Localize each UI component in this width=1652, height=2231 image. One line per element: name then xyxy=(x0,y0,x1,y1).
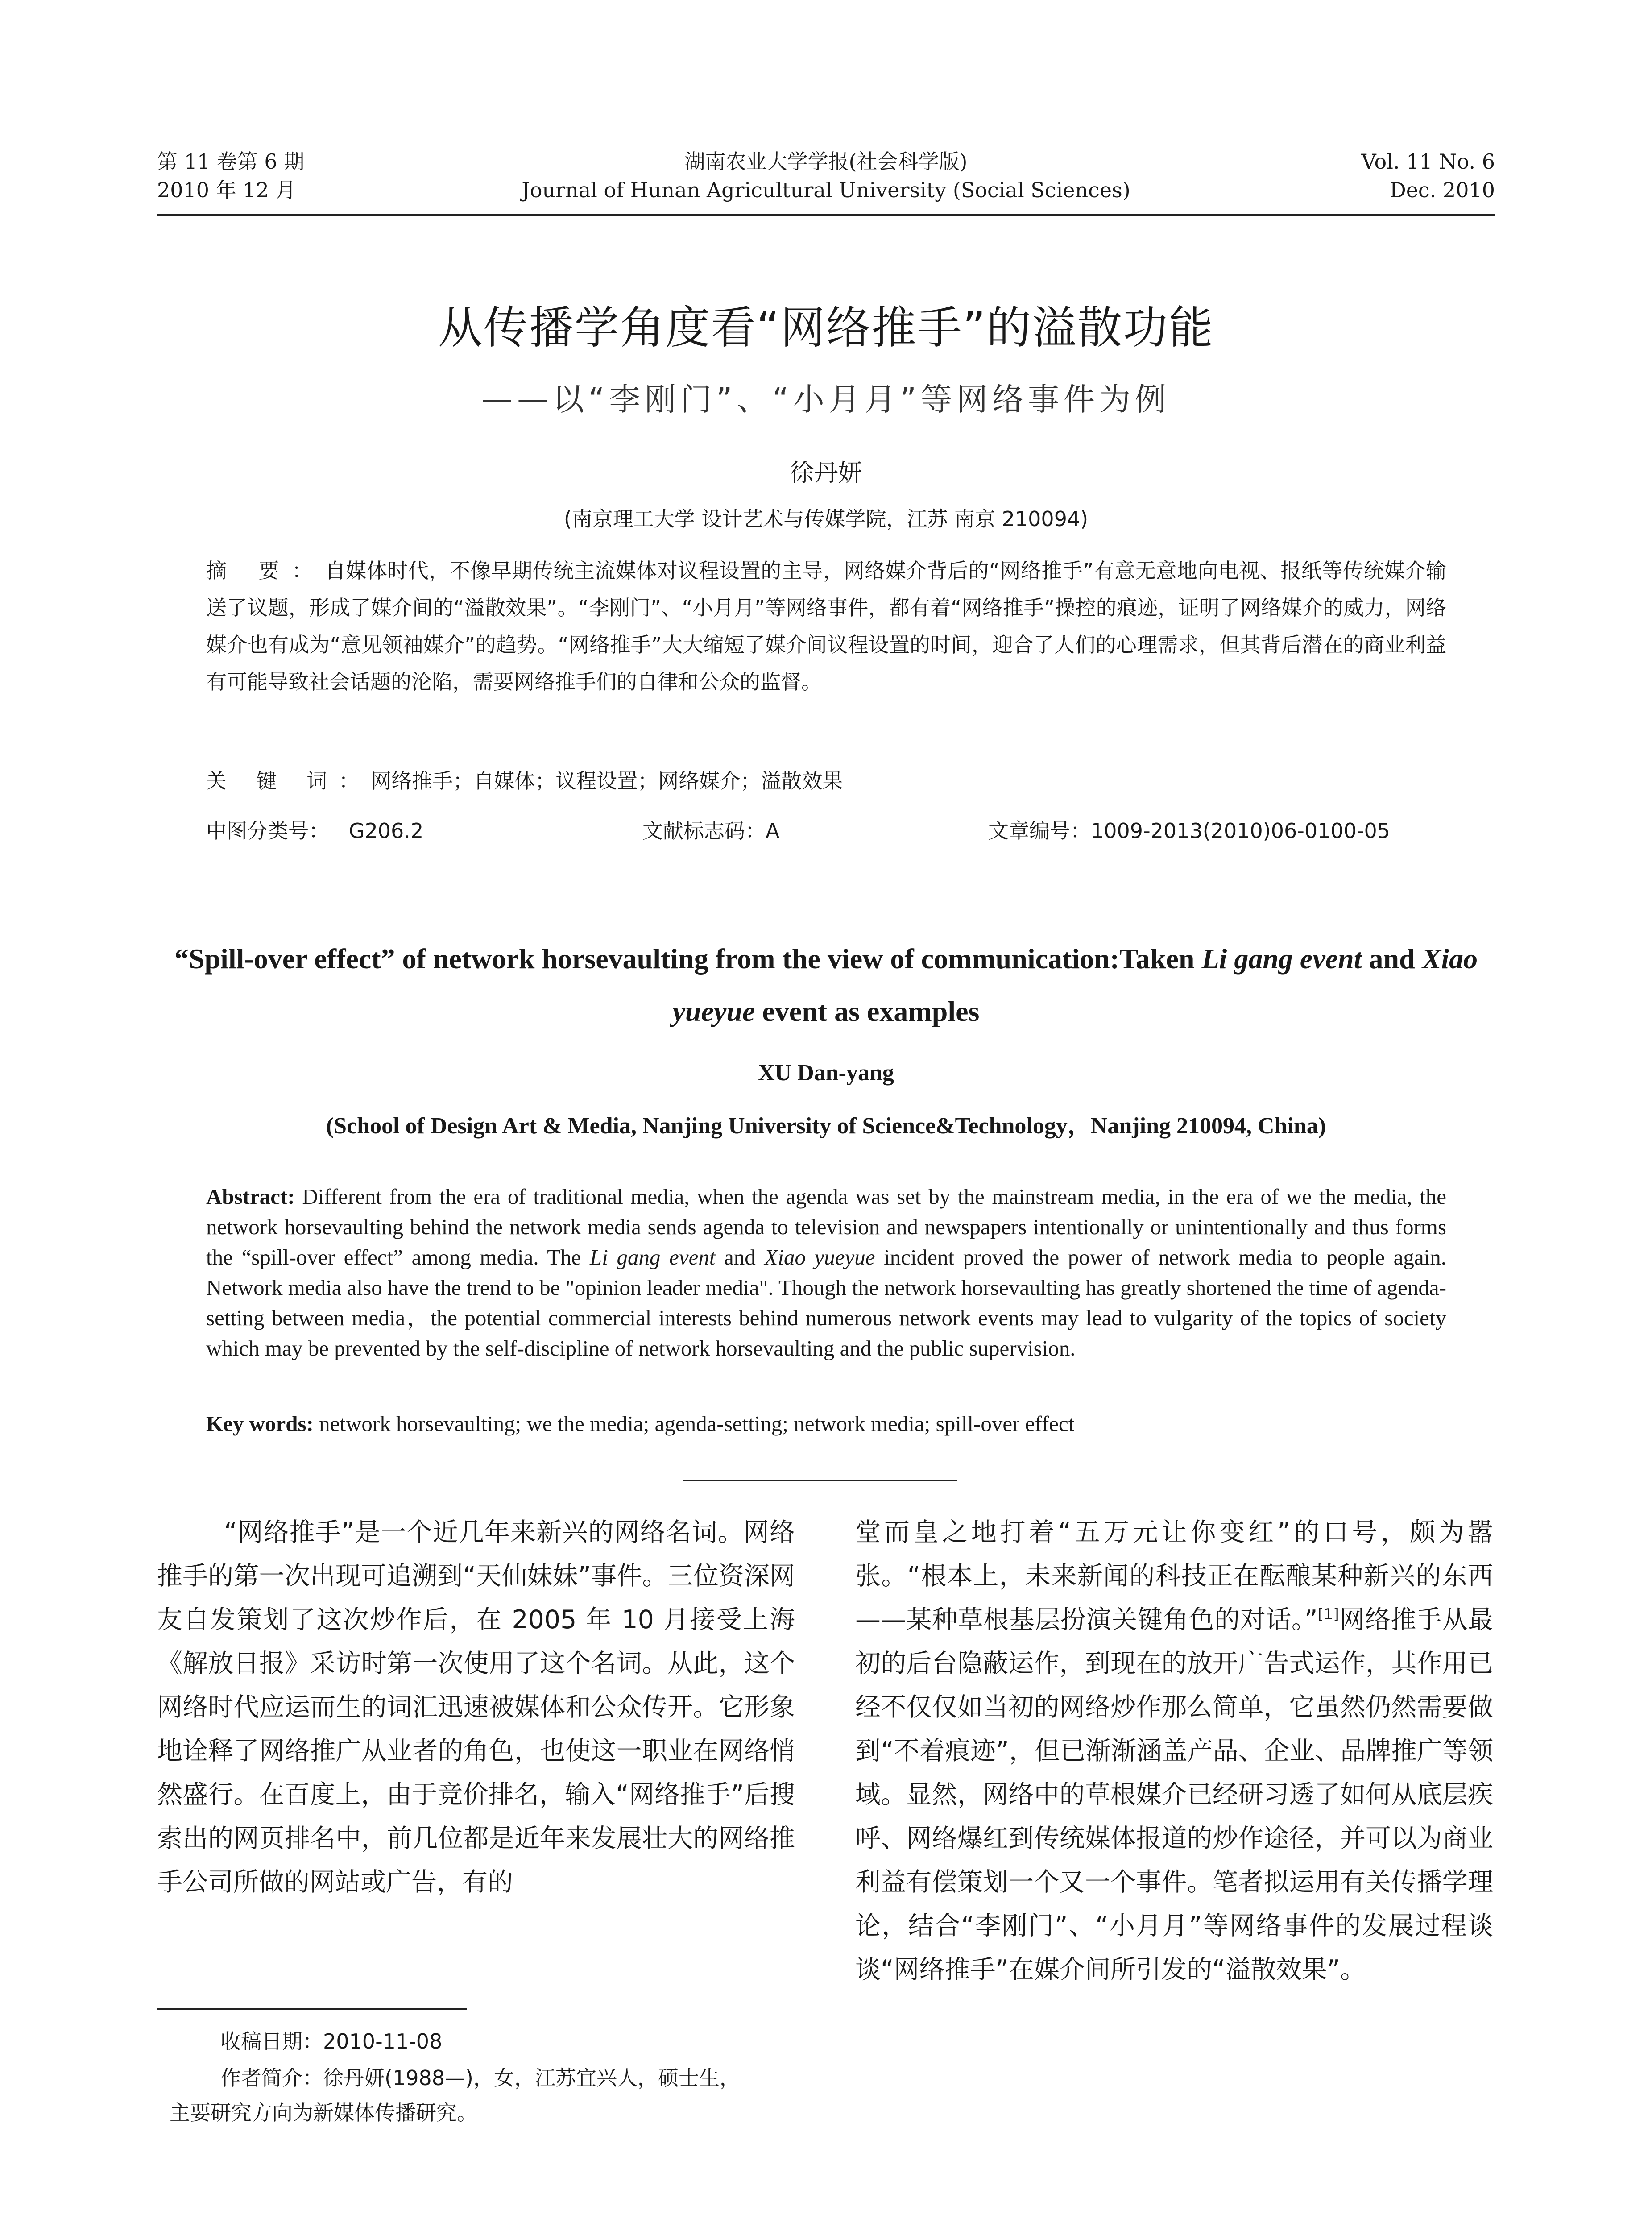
abstract-cn-label: 摘 要： xyxy=(206,559,325,583)
clc-number: 中图分类号： G206.2 xyxy=(206,819,424,843)
paper-subtitle-cn: ——以“李刚门”、“小月月”等网络事件为例 xyxy=(481,381,1171,418)
abstract-cn xyxy=(206,552,1446,701)
keywords-en-label: Key words: xyxy=(206,1411,314,1436)
keywords-cn xyxy=(206,763,1446,799)
author-name-cn: 徐丹妍 xyxy=(790,459,862,487)
abstract-en: Abstract: Different from the era of traditional media, when the agenda was set by the mainstream media, in the era of we the media, the network horsevaulting behind the network media sends agenda to television and newspapers intentionally or unintentionally and thus forms the “spill-over effect” among media. The Li gang event and Xiao yueyue incident proved the power of network media to people again. Network media also have the trend to be "opinion leader media". Though the network horsevaulting has greatly shortened the time of agenda-setting between media，the potential commercial interests behind numerous network events may lead to vulgarity of the topics of society which may be prevented by the self-discipline of network horsevaulting and the public supervision. xyxy=(206,1184,1446,1360)
date-en: Dec. 2010 xyxy=(1389,178,1495,202)
footnote-author-bio-continued: 主要研究方向为新媒体传播研究。 xyxy=(170,2101,477,2125)
affiliation-cn: (南京理工大学 设计艺术与传媒学院，江苏 南京 210094) xyxy=(563,507,1089,531)
abstract-en-label: Abstract: xyxy=(206,1184,295,1209)
header-rule xyxy=(157,214,1495,216)
journal-name-cn: 湖南农业大学学报(社会科学版) xyxy=(684,149,968,174)
volume-en: Vol. 11 No. 6 xyxy=(1361,149,1495,174)
journal-name-en: Journal of Hunan Agricultural University (Social Sciences) xyxy=(522,178,1130,202)
affiliation-en: (School of Design Art & Media, Nanjing University of Science&Technology，Nanjing 210094, China) xyxy=(326,1113,1326,1139)
volume-cn: 第 11 卷第 6 期 xyxy=(157,149,305,174)
footnote-author-bio: 作者简介：徐丹妍(1988—)，女，江苏宜兴人，硕士生， xyxy=(220,2066,740,2090)
header-right xyxy=(1362,147,1495,204)
author-name-en: XU Dan-yang xyxy=(758,1060,894,1086)
article-number: 文章编号：1009-2013(2010)06-0100-05 xyxy=(988,819,1391,843)
keywords-cn-label: 关 键 词： xyxy=(206,769,371,793)
keywords-cn-text: 网络推手；自媒体；议程设置；网络媒介；溢散效果 xyxy=(371,769,843,793)
body-column-right: 堂而皇之地打着“五万元让你变红”的口号，颇为嚣张。“根本上，未来新闻的科技正在酝酿某种新兴的东西——某种草根基层扮演关键角色的对话。”[1]网络推手从最初的后台隐蔽运作，到现在的放开广告式运作，其作用已经不仅仅如当初的网络炒作那么简单，它虽然仍然需要做到“不着痕迹”，但已渐渐涵盖产品、企业、品牌推广等领域。显然，网络中的草根媒介已经研习透了如何从底层疾呼、网络爆红到传统媒体报道的炒作途径，并可以为商业利益有偿策划一个又一个事件。笔者拟运用有关传播学理论，结合“李刚门”、“小月月”等网络事件的发展过程谈谈“网络推手”在媒介间所引发的“溢散效果”。 xyxy=(855,1518,1494,1984)
body-column-left: “网络推手”是一个近几年来新兴的网络名词。网络推手的第一次出现可追溯到“天仙妹妹”事件。三位资深网友自发策划了这次炒作后，在 2005 年 10 月接受上海《解放日报》采访时第一次使用了这个名词。从此，这个网络时代应运而生的词汇迅速被媒体和公众传开。它形象地诠释了网络推广从业者的角色，也使这一职业在网络悄然盛行。在百度上，由于竞价排名，输入“网络推手”后搜索出的网页排名中，前几位都是近年来发展壮大的网络推手公司所做的网站或广告，有的 xyxy=(157,1518,795,1897)
citation-ref: [1] xyxy=(1317,1605,1339,1623)
section-separator xyxy=(683,1480,957,1481)
document-code: 文献标志码：A xyxy=(642,819,780,843)
footnote-received-date: 收稿日期：2010-11-08 xyxy=(220,2029,443,2053)
paper-title-cn: 从传播学角度看“网络推手”的溢散功能 xyxy=(438,302,1214,354)
paper-title-en: “Spill-over effect” of network horsevaulting from the view of communication:Taken Li gang event and Xiao yueyue event as examples xyxy=(174,943,1478,1027)
date-cn: 2010 年 12 月 xyxy=(157,178,296,202)
keywords-en xyxy=(206,1408,1446,1440)
abstract-cn-text: 自媒体时代，不像早期传统主流媒体对议程设置的主导，网络媒介背后的“网络推手”有意无意地向电视、报纸等传统媒介输送了议题，形成了媒介间的“溢散效果”。“李刚门”、“小月月”等网络事件，都有着“网络推手”操控的痕迹，证明了网络媒介的威力，网络媒介也有成为“意见领袖媒介”的趋势。“网络推手”大大缩短了媒介间议程设置的时间，迎合了人们的心理需求，但其背后潜在的商业利益有可能导致社会话题的沦陷，需要网络推手们的自律和公众的监督。 xyxy=(206,559,1446,694)
footnote-rule xyxy=(157,2008,467,2010)
keywords-en-text: network horsevaulting; we the media; agenda-setting; network media; spill-over effect xyxy=(313,1411,1075,1436)
